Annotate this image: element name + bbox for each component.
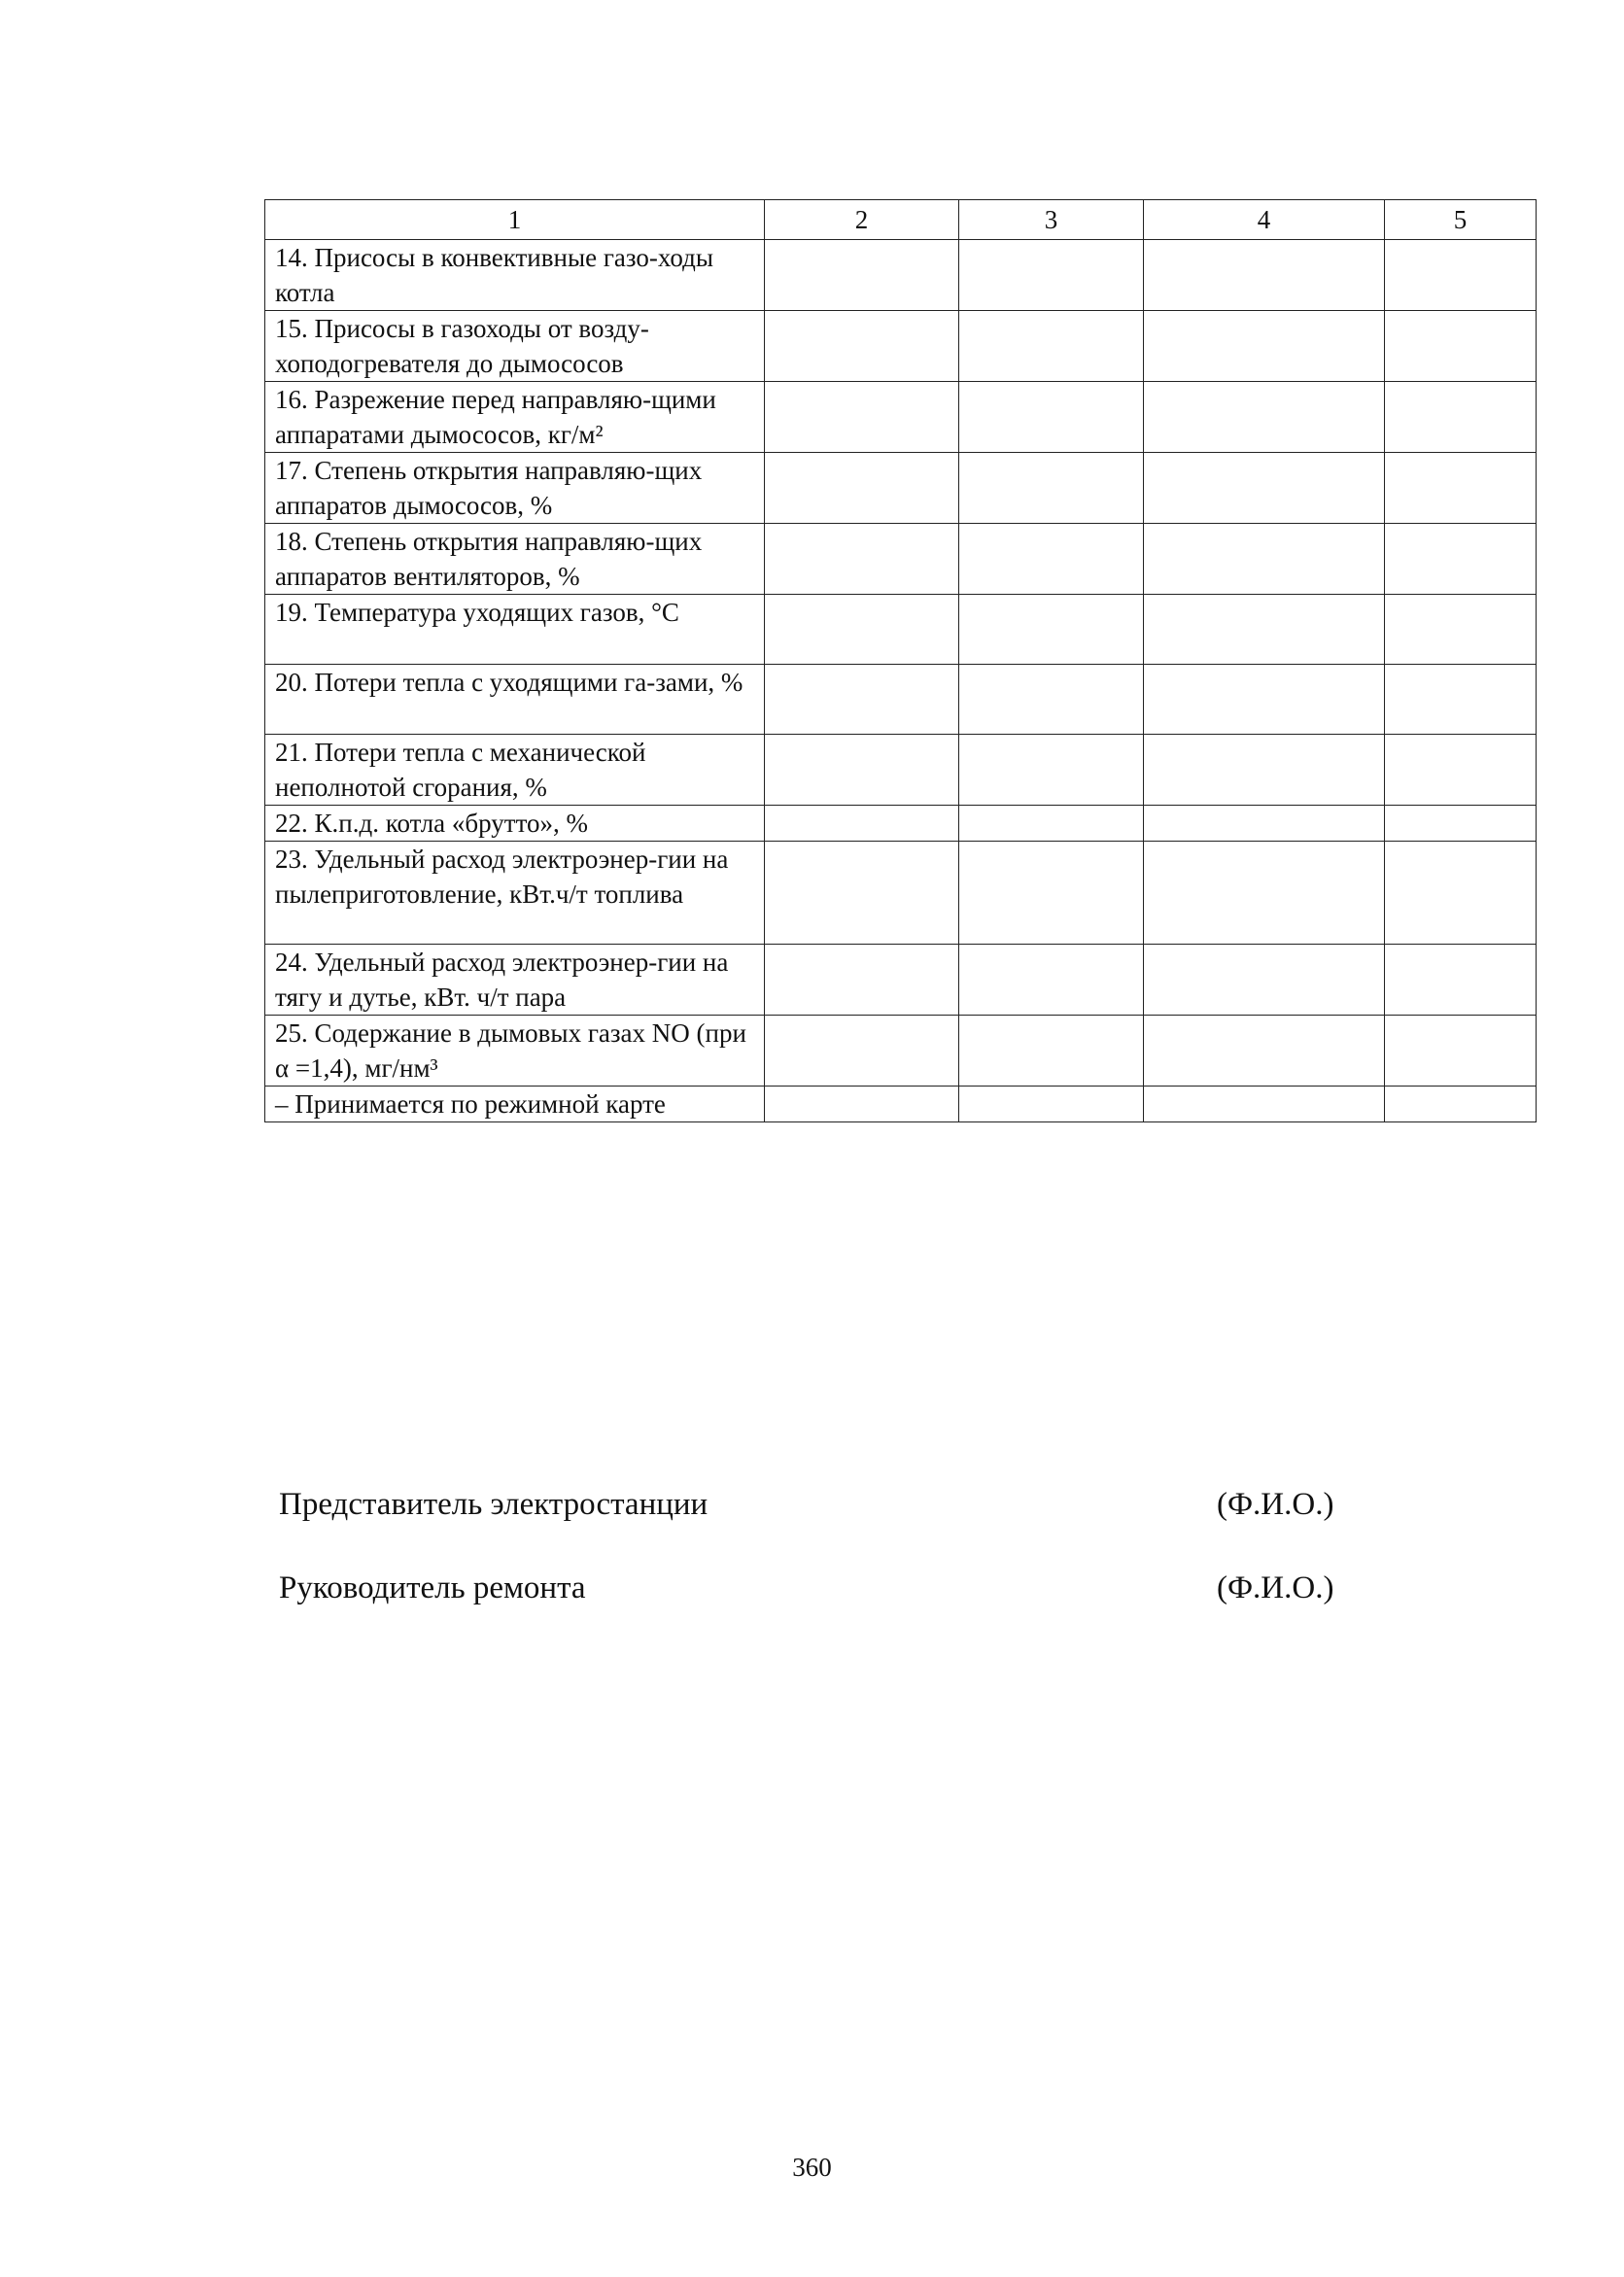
value-cell <box>1144 665 1385 735</box>
row-label: 24. Удельный расход электроэнер-гии на тягу и дутье, кВт. ч/т пара <box>265 945 765 1016</box>
value-cell <box>959 842 1144 945</box>
value-cell <box>959 735 1144 806</box>
value-cell <box>765 665 959 735</box>
value-cell <box>959 453 1144 524</box>
row-label: 16. Разрежение перед направляю-щими аппаратами дымососов, кг/м² <box>265 382 765 453</box>
value-cell <box>765 735 959 806</box>
column-header: 1 <box>265 200 765 240</box>
value-cell <box>1144 1016 1385 1087</box>
value-cell <box>1385 665 1537 735</box>
table-row <box>265 665 1537 735</box>
signature-label: Руководитель ремонта <box>279 1570 586 1605</box>
value-cell <box>1385 453 1537 524</box>
value-cell <box>959 595 1144 665</box>
value-cell <box>959 382 1144 453</box>
value-cell <box>765 595 959 665</box>
column-header: 4 <box>1144 200 1385 240</box>
table-row <box>265 842 1537 945</box>
value-cell <box>959 1016 1144 1087</box>
value-cell <box>1144 842 1385 945</box>
table-row <box>265 453 1537 524</box>
value-cell <box>959 665 1144 735</box>
value-cell <box>1144 453 1385 524</box>
value-cell <box>1144 382 1385 453</box>
column-header: 3 <box>959 200 1144 240</box>
row-label: 14. Присосы в конвективные газо-ходы котла <box>265 240 765 311</box>
table-header-row <box>265 200 1537 240</box>
value-cell <box>765 524 959 595</box>
table-row <box>265 1016 1537 1087</box>
value-cell <box>1385 311 1537 382</box>
value-cell <box>1144 311 1385 382</box>
value-cell <box>959 806 1144 842</box>
value-cell <box>1385 382 1537 453</box>
value-cell <box>959 1087 1144 1122</box>
page-number: 360 <box>792 2153 832 2182</box>
row-label: 19. Температура уходящих газов, °С <box>265 595 765 665</box>
value-cell <box>1144 1087 1385 1122</box>
value-cell <box>1385 1087 1537 1122</box>
value-cell <box>959 311 1144 382</box>
value-cell <box>765 842 959 945</box>
value-cell <box>1144 806 1385 842</box>
signature-fio: (Ф.И.О.) <box>1217 1570 1334 1605</box>
table-row <box>265 311 1537 382</box>
value-cell <box>959 524 1144 595</box>
table-row <box>265 945 1537 1016</box>
table-row <box>265 1087 1537 1122</box>
column-header: 2 <box>765 200 959 240</box>
value-cell <box>765 1016 959 1087</box>
value-cell <box>1385 945 1537 1016</box>
table-row <box>265 240 1537 311</box>
value-cell <box>1144 595 1385 665</box>
signature-fio: (Ф.И.О.) <box>1217 1487 1334 1522</box>
value-cell <box>1385 240 1537 311</box>
value-cell <box>1144 735 1385 806</box>
row-label: 22. К.п.д. котла «брутто», % <box>265 806 765 842</box>
row-label: 23. Удельный расход электроэнер-гии на пылеприготовление, кВт.ч/т топлива <box>265 842 765 945</box>
value-cell <box>765 1087 959 1122</box>
row-label: 25. Содержание в дымовых газах NO (при α =1,4), мг/нм³ <box>265 1016 765 1087</box>
table-row <box>265 595 1537 665</box>
value-cell <box>765 806 959 842</box>
row-label: – Принимается по режимной карте <box>265 1087 765 1122</box>
table-row <box>265 735 1537 806</box>
value-cell <box>1385 735 1537 806</box>
value-cell <box>765 453 959 524</box>
value-cell <box>1385 524 1537 595</box>
table-row <box>265 524 1537 595</box>
value-cell <box>1144 945 1385 1016</box>
row-label: 17. Степень открытия направляю-щих аппаратов дымососов, % <box>265 453 765 524</box>
column-header: 5 <box>1385 200 1537 240</box>
value-cell <box>765 945 959 1016</box>
parameters-table <box>264 199 1537 1122</box>
value-cell <box>959 945 1144 1016</box>
value-cell <box>765 382 959 453</box>
row-label: 18. Степень открытия направляю-щих аппаратов вентиляторов, % <box>265 524 765 595</box>
value-cell <box>1385 1016 1537 1087</box>
value-cell <box>765 240 959 311</box>
value-cell <box>1144 524 1385 595</box>
table-row <box>265 806 1537 842</box>
table-row <box>265 382 1537 453</box>
value-cell <box>1144 240 1385 311</box>
value-cell <box>765 311 959 382</box>
value-cell <box>1385 806 1537 842</box>
row-label: 21. Потери тепла с механической неполнотой сгорания, % <box>265 735 765 806</box>
signature-label: Представитель электростанции <box>279 1487 708 1522</box>
row-label: 20. Потери тепла с уходящими га-зами, % <box>265 665 765 735</box>
value-cell <box>1385 842 1537 945</box>
value-cell <box>1385 595 1537 665</box>
row-label: 15. Присосы в газоходы от возду-хоподогревателя до дымососов <box>265 311 765 382</box>
value-cell <box>959 240 1144 311</box>
